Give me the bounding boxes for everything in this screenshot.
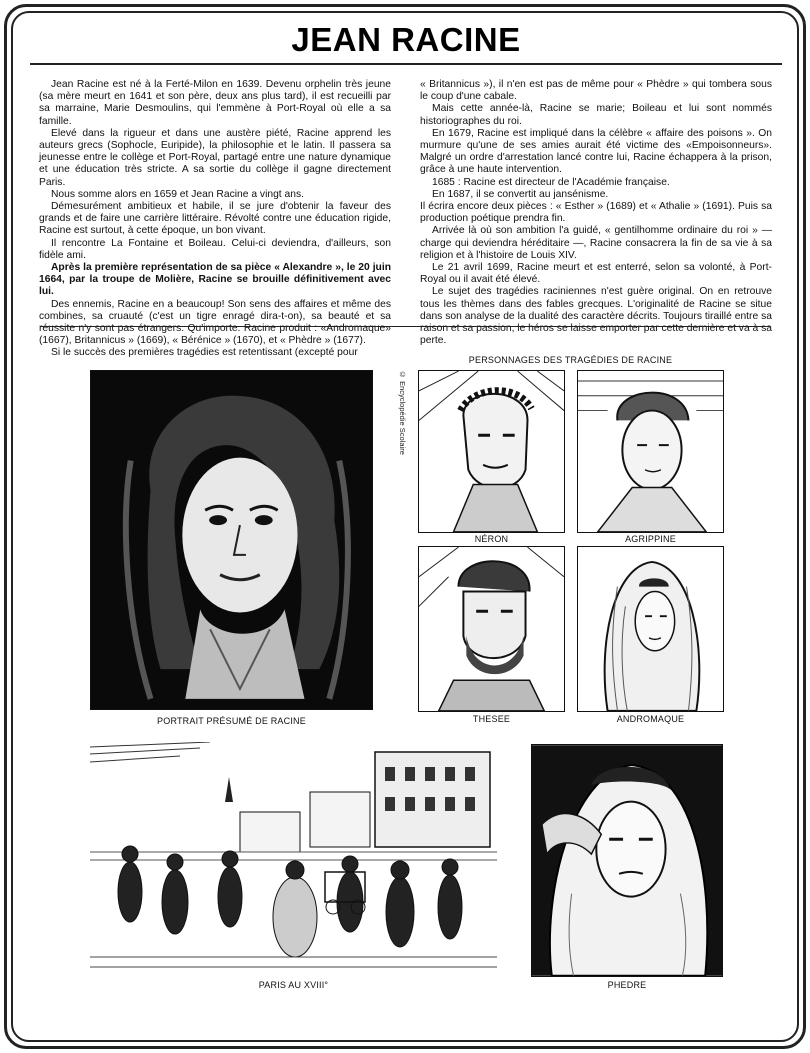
right-text-column	[420, 79, 772, 347]
paris-scene-image	[90, 742, 497, 977]
characters-heading: PERSONNAGES DES TRAGÉDIES DE RACINE	[468, 355, 673, 365]
phedre-caption: PHEDRE	[607, 980, 647, 990]
phedre-image	[531, 744, 723, 977]
paragraph: 1685 : Racine est directeur de l'Académie française.	[432, 176, 670, 188]
paragraph: Des ennemis, Racine en a beaucoup! Son sens des affaires et même des combines, sa cruauté (c'est un tigre enragé dira-t-on), sa beauté et sa réussite n'y sont pas étrangers. Qu'importe. Racine produit : «Andromaque» (1667), Britannicus » (1669), « Bérénice » (1670), et « Phèdre » (1677).	[39, 298, 391, 347]
thesee-image	[418, 546, 565, 712]
title-bar	[30, 17, 782, 65]
paragraph: Jean Racine est né à la Ferté-Milon en 1639. Devenu orphelin très jeune (sa mère meurt en 1641 et son père, deux ans plus tard), il est recueilli par sa marraine, Marie Desmoulins, qui l'emmène à Port-Royal où elle a sa famille.	[39, 79, 391, 127]
andromaque-image	[577, 546, 724, 712]
neron-image	[418, 370, 565, 533]
left-text-column	[39, 79, 391, 360]
neron-caption: NÉRON	[474, 534, 509, 544]
paragraph: Démesurément ambitieux et habile, il se jure d'obtenir la faveur des grands et de faire une carrière littéraire. Révolté contre une éducation rigide, Racine est surtout, à cette époque, un bon vivant.	[39, 201, 391, 237]
paragraph: Il rencontre La Fontaine et Boileau. Celui-ci deviendra, d'ailleurs, son fidèle ami.	[39, 237, 391, 261]
paragraph: Après la première représentation de sa pièce « Alexandre », le 20 juin 1664, par la troupe de Molière, Racine se brouille définitivement avec lui.	[39, 262, 391, 298]
paragraph: Elevé dans la rigueur et dans une austère piété, Racine apprend les auteurs grecs (Sophocle, Euripide), la philosophie et le latin. Il passera sa jeunesse entre le collège et Port-Royal, partagé entre une nature dynamique et une éducation très stricte. A sa sortie du collège il gagne directement Paris.	[39, 127, 391, 188]
section-divider	[40, 326, 770, 327]
paragraph: Arrivée là où son ambition l'a guidé, « gentilhomme ordinaire du roi » — charge qui deviendra héréditaire —, Racine consacrera la fin de sa vie à sa religion et à l'histoire de Louis XIV.	[420, 225, 772, 261]
paragraph: Le 21 avril 1699, Racine meurt et est enterré, selon sa volonté, à Port-Royal ou il avait été élevé.	[420, 262, 772, 286]
paragraph: En 1679, Racine est impliqué dans la célèbre « affaire des poisons ». On murmure qu'une de ses amies aurait été victime des «Empoisonneurs». Malgré un ordre d'arrestation lancé contre lui, Racine échappera à la prison, grâce à une haute intervention.	[420, 127, 772, 176]
agrippine-caption: AGRIPPINE	[625, 534, 676, 544]
racine-portrait-image	[90, 370, 373, 710]
paris-caption: PARIS AU XVIII°	[258, 980, 329, 990]
paragraph: En 1687, il se convertit au jansénisme.	[432, 188, 609, 200]
paragraph: Mais cette année-là, Racine se marie; Boileau et lui sont nommés historiographes du roi.	[420, 103, 772, 127]
agrippine-image	[577, 370, 724, 533]
copyright-credit: © Encyclopédie Scolaire	[398, 370, 407, 455]
paragraph: Le sujet des tragédies raciniennes n'est guère original. On en retrouve tous les thèmes dans des fables grecques. L'originalité de Racine se situe dans son analyse de la dualité des caractère décrits. Toujours tiraillé entre sa raison et sa passion, le héros se laisse emporter par cette dernière et va à sa perte.	[420, 286, 772, 347]
andromaque-caption: ANDROMAQUE	[616, 714, 685, 724]
thesee-caption: THESEE	[472, 714, 511, 724]
page-title: JEAN RACINE	[291, 21, 521, 58]
paragraph: Nous somme alors en 1659 et Jean Racine a vingt ans.	[51, 188, 304, 200]
portrait-caption: PORTRAIT PRÉSUMÉ DE RACINE	[157, 716, 306, 726]
paragraph: Si le succès des premières tragédies est retentissant (excepté pour	[51, 347, 358, 359]
paragraph: Il écrira encore deux pièces : « Esther » (1689) et « Athalie » (1691). Puis sa production poétique prendra fin.	[420, 201, 772, 225]
paragraph: « Britannicus »), il n'en est pas de même pour « Phèdre » qui tombera sous le coup d'une cabale.	[420, 79, 772, 103]
